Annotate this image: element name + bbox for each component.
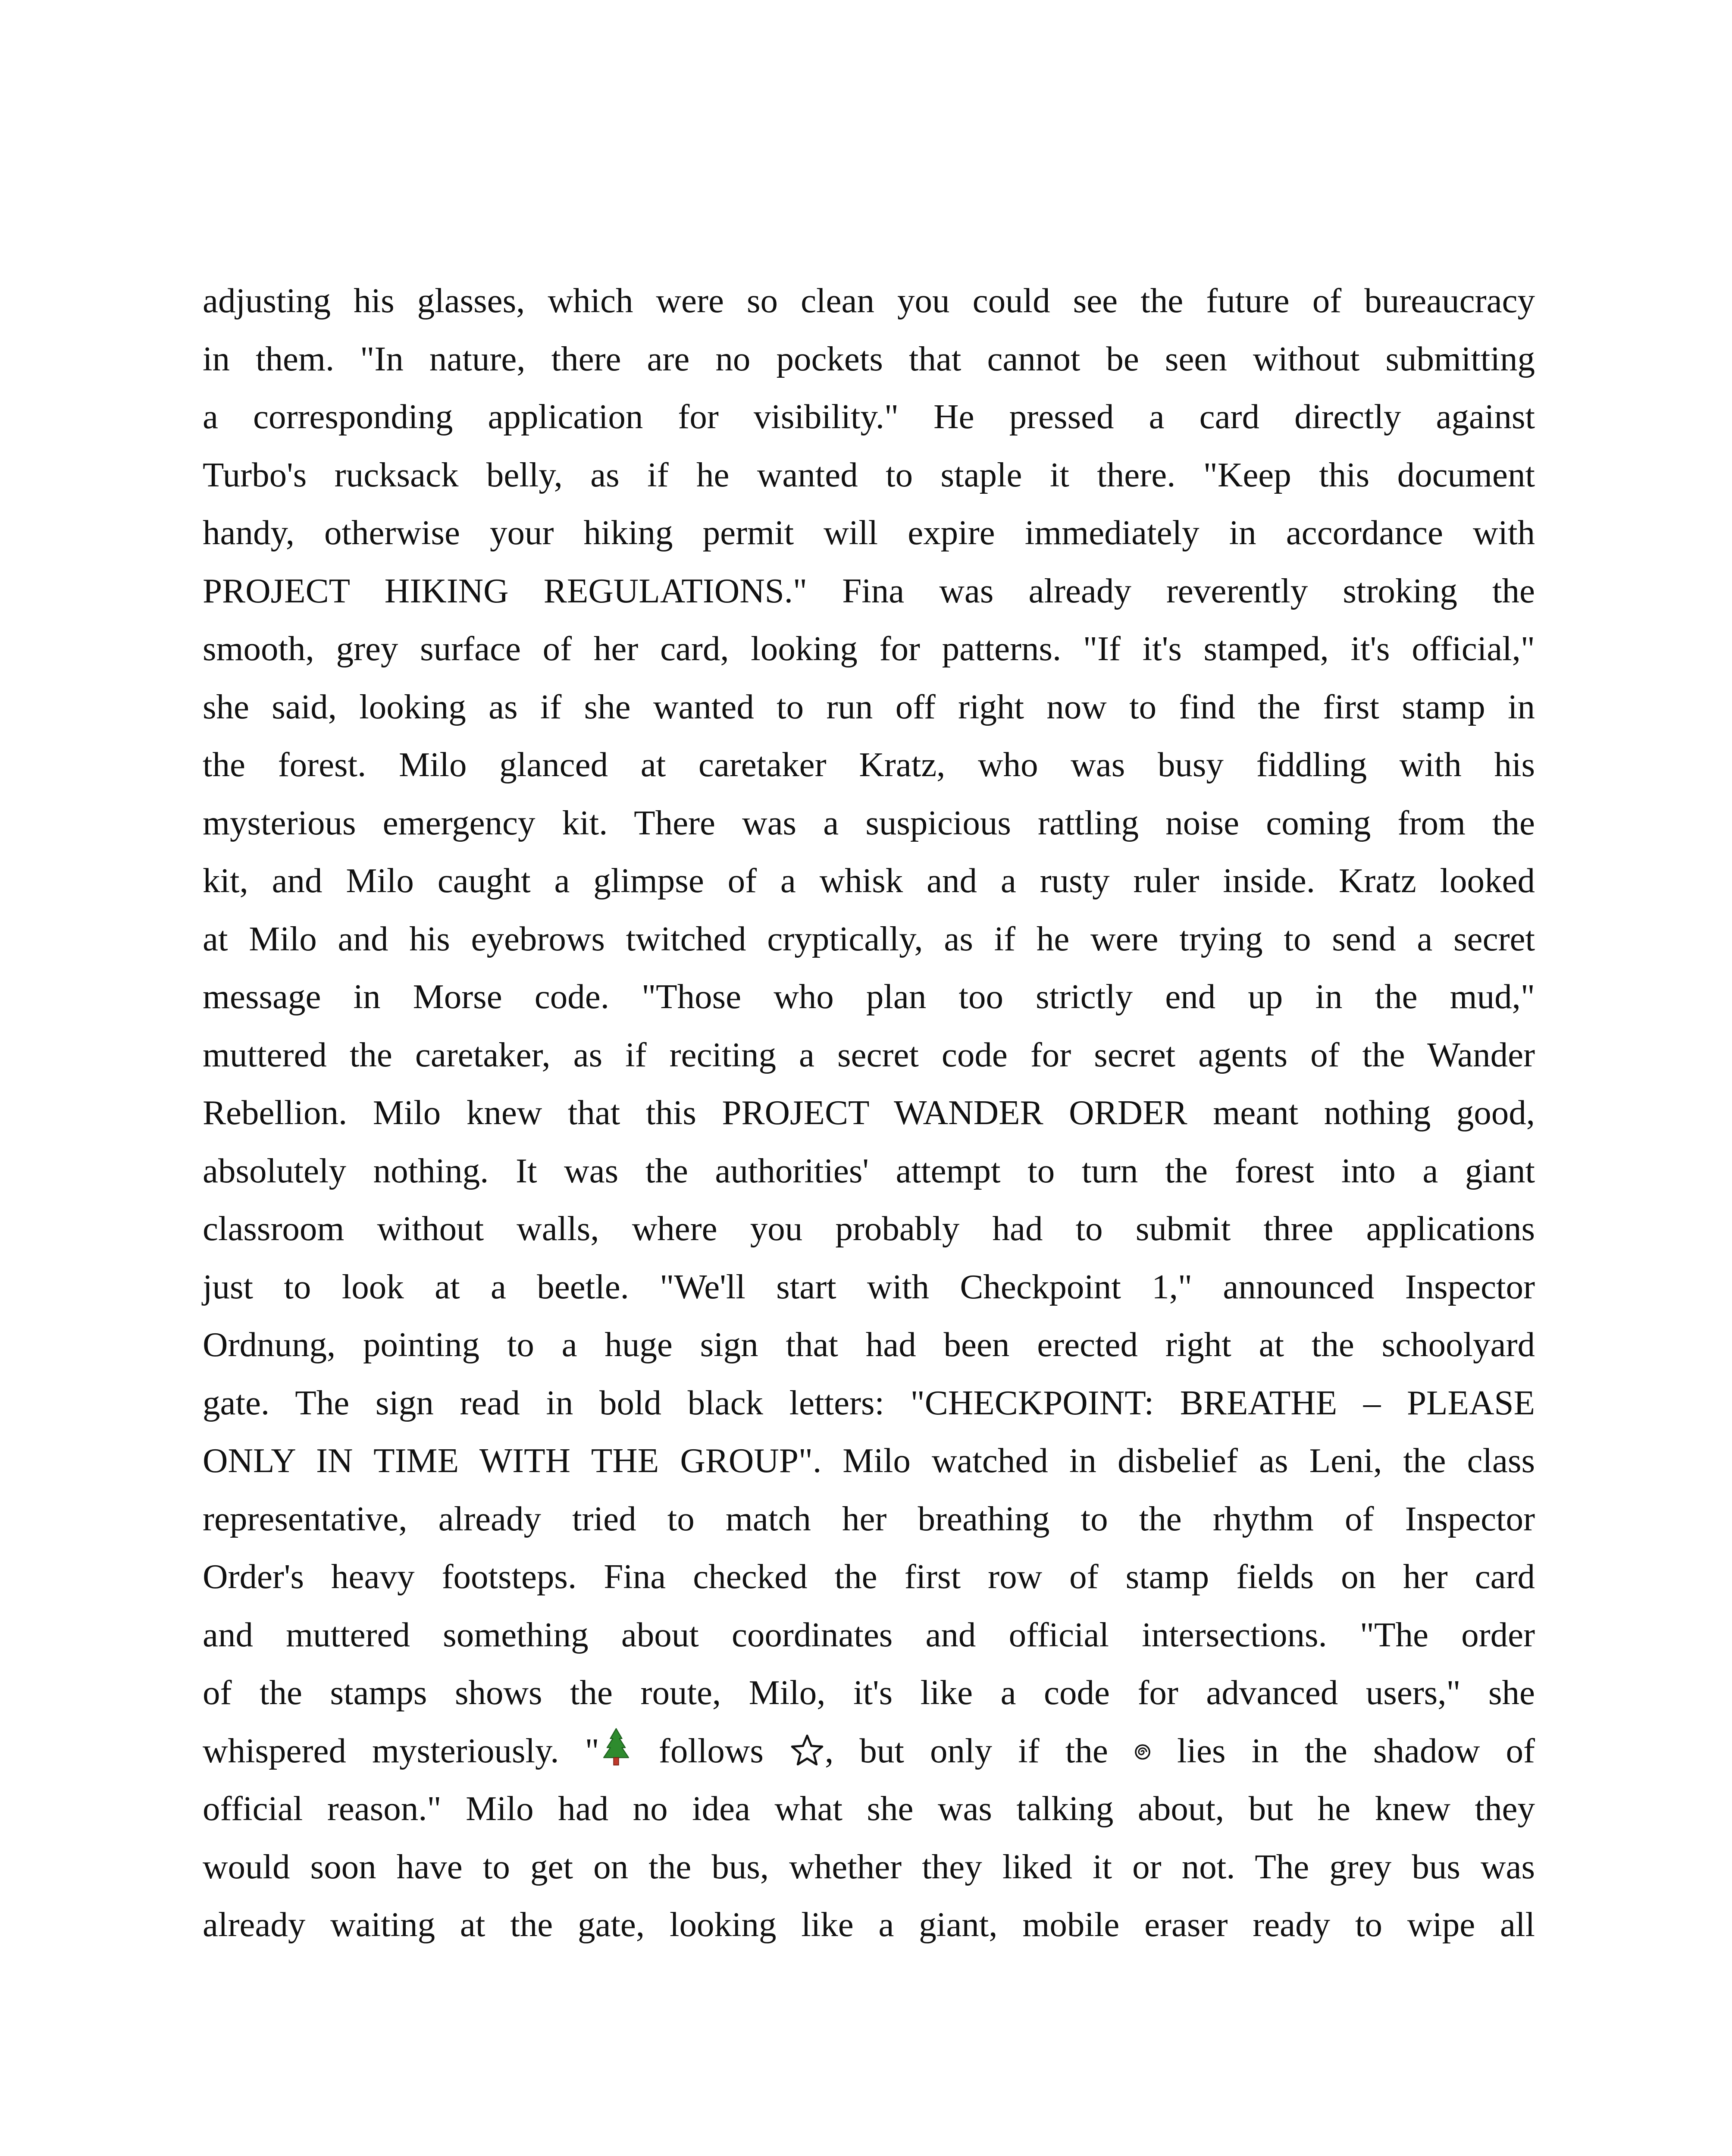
text-line: ONLY IN TIME WITH THE GROUP". Milo watched in disbelief as Leni, the class (203, 1441, 1535, 1480)
text-line: absolutely nothing. It was the authorities' attempt to turn the forest into a giant (203, 1151, 1535, 1190)
text-line: message in Morse code. "Those who plan too strictly end up in the mud," (203, 977, 1535, 1016)
spiral-icon (1134, 1743, 1151, 1761)
text-segment: follows (633, 1731, 790, 1770)
text-line: muttered the caretaker, as if reciting a secret code for secret agents of the Wander (203, 1035, 1535, 1074)
text-line: classroom without walls, where you probably had to submit three applications (203, 1209, 1535, 1248)
text-line: in them. "In nature, there are no pockets that cannot be seen without submitting (203, 339, 1535, 378)
text-line: of the stamps shows the route, Milo, it's like a code for advanced users," she (203, 1673, 1535, 1712)
star-icon (789, 1733, 825, 1768)
text-line: already waiting at the gate, looking like a giant, mobile eraser ready to wipe all (203, 1905, 1535, 1944)
text-line: gate. The sign read in bold black letters: "CHECKPOINT: BREATHE – PLEASE (203, 1383, 1535, 1422)
text-line: PROJECT HIKING REGULATIONS." Fina was already reverently stroking the (203, 571, 1535, 610)
text-line: mysterious emergency kit. There was a suspicious rattling noise coming from the (203, 803, 1535, 842)
text-line: Turbo's rucksack belly, as if he wanted to staple it there. "Keep this document (203, 455, 1535, 494)
text-line: and muttered something about coordinates and official intersections. "The order (203, 1615, 1535, 1654)
text-line: handy, otherwise your hiking permit will expire immediately in accordance with (203, 513, 1535, 552)
text-line: the forest. Milo glanced at caretaker Kratz, who was busy fiddling with his (203, 745, 1535, 784)
text-segment: lies in the shadow of (1151, 1731, 1535, 1770)
text-segment: , but only if the (825, 1731, 1134, 1770)
text-line: official reason." Milo had no idea what she was talking about, but he knew they (203, 1789, 1535, 1828)
text-line: Rebellion. Milo knew that this PROJECT WANDER ORDER meant nothing good, (203, 1093, 1535, 1132)
text-line: she said, looking as if she wanted to run off right now to find the first stamp in (203, 687, 1535, 726)
text-line: kit, and Milo caught a glimpse of a whisk and a rusty ruler inside. Kratz looked (203, 861, 1535, 900)
text-line: at Milo and his eyebrows twitched cryptically, as if he were trying to send a secret (203, 919, 1535, 958)
body-text (203, 272, 1535, 1954)
text-line: smooth, grey surface of her card, looking for patterns. "If it's stamped, it's official," (203, 629, 1535, 668)
tree-icon (599, 1727, 633, 1768)
text-line: adjusting his glasses, which were so clean you could see the future of bureaucracy (203, 281, 1535, 320)
text-segment: whispered mysteriously. " (203, 1731, 599, 1770)
text-line: representative, already tried to match her breathing to the rhythm of Inspector (203, 1499, 1535, 1538)
text-line: would soon have to get on the bus, whether they liked it or not. The grey bus was (203, 1847, 1535, 1886)
text-line: Ordnung, pointing to a huge sign that had been erected right at the schoolyard (203, 1325, 1535, 1364)
text-line: just to look at a beetle. "We'll start with Checkpoint 1," announced Inspector (203, 1267, 1535, 1306)
text-line: a corresponding application for visibility." He pressed a card directly against (203, 397, 1535, 436)
text-line: Order's heavy footsteps. Fina checked the first row of stamp fields on her card (203, 1557, 1535, 1596)
text-line-with-icons (203, 1722, 1535, 1780)
